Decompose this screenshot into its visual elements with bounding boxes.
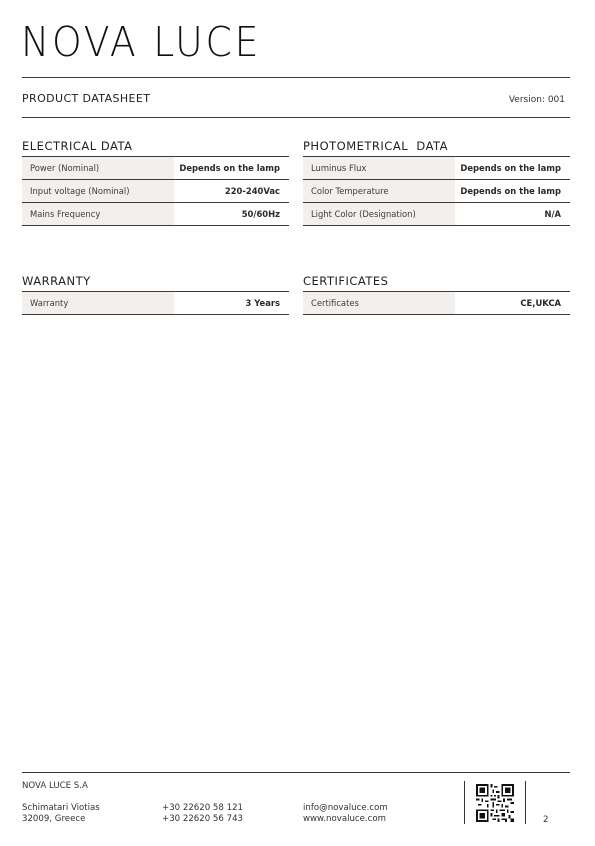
spec-label: Mains Frequency [22, 203, 174, 226]
photometrical-section-title: PHOTOMETRICAL DATA [303, 139, 449, 153]
footer-address-line2: 32009, Greece [22, 814, 86, 824]
table-row [22, 157, 289, 180]
spec-value: 50/60Hz [174, 203, 289, 226]
spec-value: Depends on the lamp [455, 157, 570, 180]
brand-logo: NOVA LUCE [21, 18, 262, 66]
version-label: Version: 001 [508, 95, 565, 105]
spec-value: N/A [455, 203, 570, 226]
spec-value: 220-240Vac [174, 180, 289, 203]
qr-code-frame [464, 781, 526, 824]
footer-address-line1: Schimatari Viotias [22, 803, 100, 813]
spec-label: Certificates [303, 292, 455, 315]
table-row [22, 292, 289, 315]
table-row [303, 180, 570, 203]
spec-value: Depends on the lamp [455, 180, 570, 203]
document-title: PRODUCT DATASHEET [22, 92, 151, 105]
header-bottom-divider [22, 117, 570, 118]
photometrical-table [303, 156, 570, 226]
table-row [22, 203, 289, 226]
qr-code-icon [476, 784, 514, 822]
warranty-table [22, 291, 289, 315]
spec-label: Light Color (Designation) [303, 203, 455, 226]
electrical-table [22, 156, 289, 226]
footer-phone-1: +30 22620 58 121 [162, 803, 244, 813]
footer-email-link[interactable]: info@novaluce.com [303, 803, 388, 813]
spec-value: Depends on the lamp [174, 157, 289, 180]
warranty-section-title: WARRANTY [22, 274, 91, 288]
table-row [303, 157, 570, 180]
spec-label: Warranty [22, 292, 174, 315]
table-row [22, 180, 289, 203]
page-number: 2 [543, 815, 549, 825]
spec-label: Color Temperature [303, 180, 455, 203]
footer-website-link[interactable]: www.novaluce.com [303, 814, 387, 824]
table-row [303, 203, 570, 226]
spec-label: Luminus Flux [303, 157, 455, 180]
footer-divider [22, 772, 570, 773]
electrical-section-title: ELECTRICAL DATA [22, 139, 133, 153]
spec-label: Power (Nominal) [22, 157, 174, 180]
spec-label: Input voltage (Nominal) [22, 180, 174, 203]
spec-value: CE,UKCA [455, 292, 570, 315]
footer-phone-2: +30 22620 56 743 [162, 814, 244, 824]
header-top-divider [22, 77, 570, 78]
certificates-table [303, 291, 570, 315]
spec-value: 3 Years [174, 292, 289, 315]
footer-company: NOVA LUCE S.A [22, 781, 88, 791]
certificates-section-title: CERTIFICATES [303, 274, 389, 288]
table-row [303, 292, 570, 315]
